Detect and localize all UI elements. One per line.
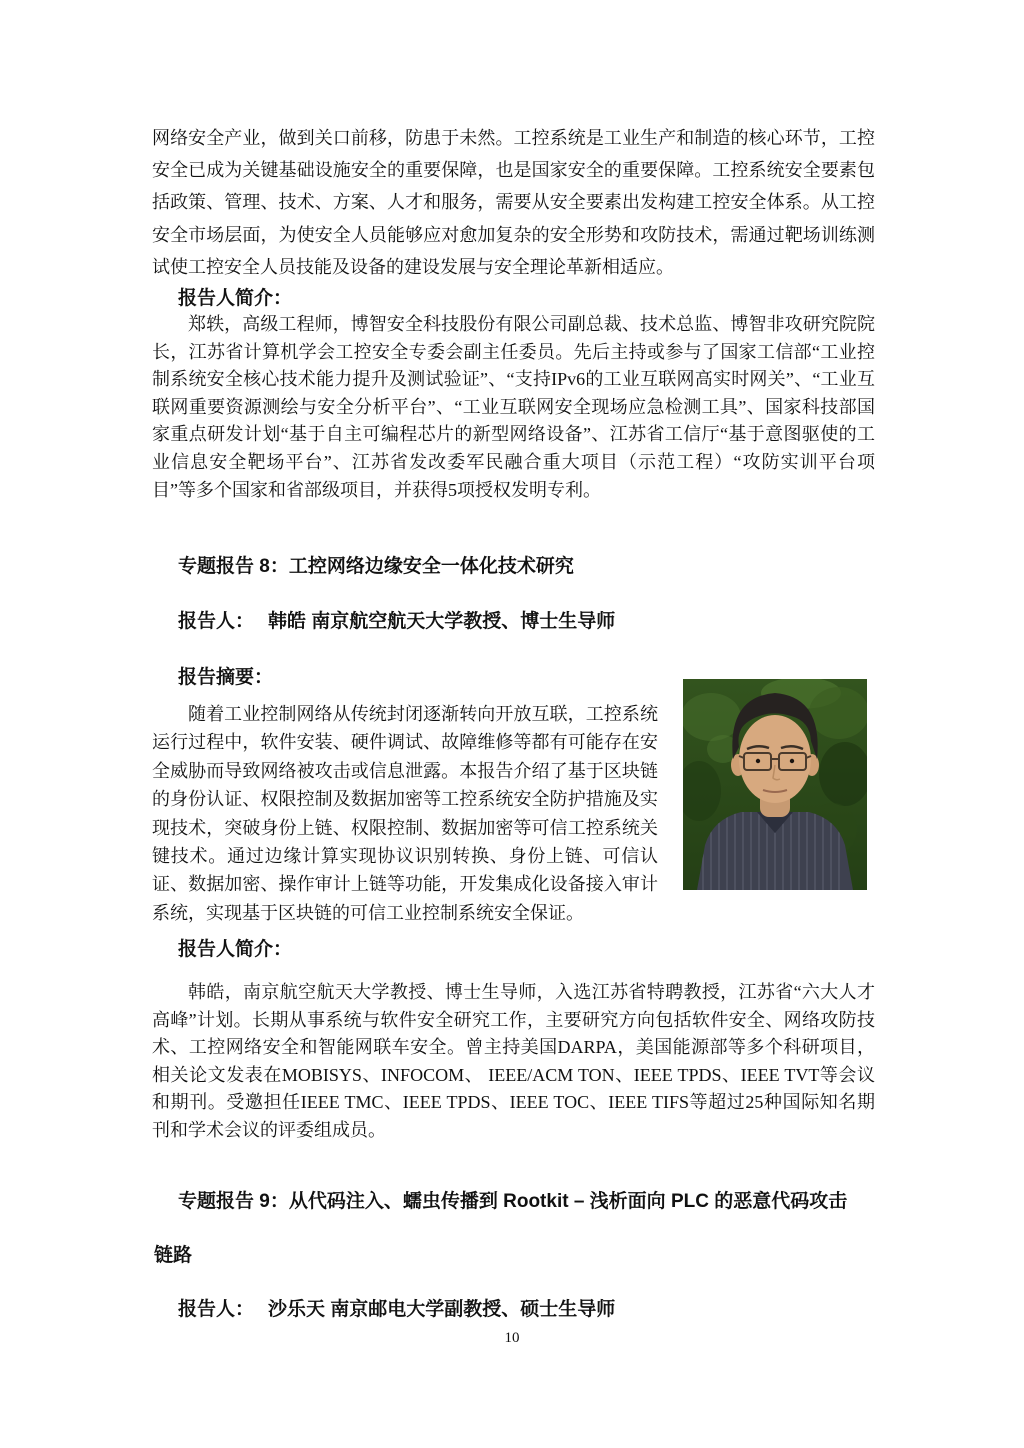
speaker-label: 报告人： [178,1299,255,1320]
report-8-title: 专题报告 8：工控网络边缘安全一体化技术研究 [178,556,574,577]
intro-paragraph: 网络安全产业，做到关口前移，防患于未然。工控系统是工业生产和制造的核心环节，工控安全已成为关键基础设施安全的重要保障，也是国家安全的重要保障。工控系统安全要素包括政策、管理、技术、方案、人才和服务，需要从安全要素出发构建工控安全体系。从工控安全市场层面，为使安全人员能够应对愈加复杂的安全形势和攻防技术，需通过靶场训练测试使工控安全人员技能及设备的建设发展与安全理论革新相适应。 [152,128,875,277]
photo-wrap-spacer [658,700,875,892]
abstract-block [152,700,875,927]
report-9-title-wrap: 链路 [154,1245,193,1266]
page-number: 10 [504,1330,520,1346]
speaker-bio-heading: 报告人简介： [178,939,293,960]
speaker-bio-text: 郑轶，高级工程师，博智安全科技股份有限公司副总裁、技术总监、博智非攻研究院院长，江苏省计算机学会工控安全专委会副主任委员。先后主持或参与了国家工信部“工业控制系统安全核心技术能力提升及测试验证”、“支持IPv6的工业互联网高实时网关”、“工业互联网重要资源测绘与安全分析平台”、“工业互联网安全现场应急检测工具”、国家科技部国家重点研发计划“基于自主可编程芯片的新型网络设备”、江苏省工信厅“基于意图驱使的工业信息安全靶场平台”、江苏省发改委军民融合重大项目（示范工程）“攻防实训平台项目”等多个国家和省部级项目，并获得5项授权发明专利。 [152,314,875,500]
report-8-speaker-line [178,606,615,633]
speaker-bio-text: 韩皓，南京航空航天大学教授、博士生导师，入选江苏省特聘教授，江苏省“六大人才高峰”计划。长期从事系统与软件安全研究工作，主要研究方向包括软件安全、网络攻防技术、工控网络安全和智能网联车安全。曾主持美国DARPA，美国能源部等多个科研项目，相关论文发表在MOBISYS、INFOCOM、 IEEE/ACM TON、IEEE TPDS、IEEE TVT等会议和期刊。受邀担任IEEE TMC、IEEE TPDS、IEEE TOC、IEEE TIFS等超过25种国际知名期刊和学术会议的评委组成员。 [152,982,875,1140]
speaker-name: 沙乐天 南京邮电大学副教授、硕士生导师 [268,1299,616,1320]
abstract-text: 随着工业控制网络从传统封闭逐渐转向开放互联，工控系统运行过程中，软件安装、硬件调试、故障维修等都有可能存在安全威胁而导致网络被攻击或信息泄露。本报告介绍了基于区块链的身份认证、权限控制及数据加密等工控系统安全防护措施及实现技术，突破身份上链、权限控制、数据加密等可信工控系统关键技术。通过边缘计算实现协议识别转换、身份上链、可信认证、数据加密、操作审计上链等功能，开发集成化设备接入审计系统，实现基于区块链的可信工业控制系统安全保证。 [152,704,658,923]
report-9-title: 专题报告 9：从代码注入、蠕虫传播到 Rootkit – 浅析面向 PLC 的恶意代码攻击 [178,1191,848,1212]
speaker-name: 韩皓 南京航空航天大学教授、博士生导师 [268,611,616,632]
speaker-bio-heading: 报告人简介： [178,288,293,309]
speaker-label: 报告人： [178,611,255,632]
report-9-speaker-line [178,1294,615,1321]
abstract-heading: 报告摘要： [178,667,274,688]
